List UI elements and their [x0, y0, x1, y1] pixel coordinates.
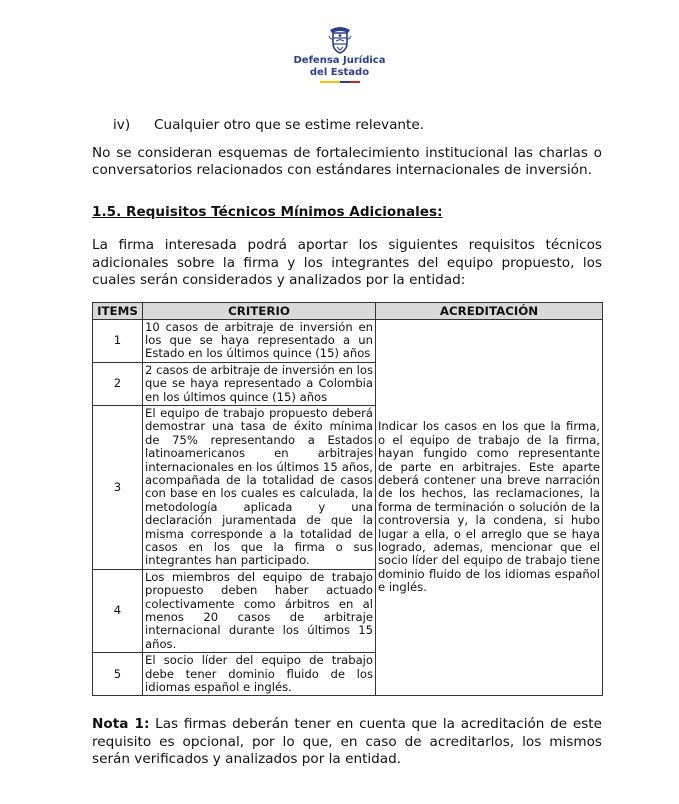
criterio-cell: 2 casos de arbitraje de inversión en los que se haya representado a Colombia en los últimos quince (15) años	[143, 362, 376, 405]
criterio-cell: Los miembros del equipo de trabajo propuesto deben haber actuado colectivamente como árbitros en al menos 20 casos de arbitraje internacional durante los últimos 15 años.	[143, 569, 376, 652]
table-header-row	[93, 302, 603, 319]
header-criterio: CRITERIO	[143, 302, 376, 319]
header-items: ITEMS	[93, 302, 143, 319]
note-label: Nota 1:	[92, 716, 150, 733]
table-row	[93, 319, 603, 362]
note-paragraph	[92, 716, 602, 769]
list-item-number: iv)	[113, 117, 131, 133]
logo-line1: Defensa Jurídica	[293, 55, 386, 66]
flag-bar	[0, 81, 679, 83]
logo-text	[0, 55, 679, 79]
item-number: 1	[93, 319, 143, 362]
item-number: 3	[93, 405, 143, 569]
document-body	[92, 112, 602, 783]
logo-line2: del Estado	[309, 67, 370, 78]
criterio-cell: 10 casos de arbitraje de inversión en los que se haya representado a un Estado en los últimos quince (15) años	[143, 319, 376, 362]
colombia-coat-of-arms-icon	[327, 24, 353, 54]
header-acreditacion: ACREDITACIÓN	[376, 302, 603, 319]
flag-yellow	[320, 81, 340, 83]
note-text: Las firmas deberán tener en cuenta que la acreditación de este requisito es opcional, por lo que, en caso de acreditarlos, los mismos serán verificados y analizados por la entidad.	[92, 716, 603, 768]
criterio-cell: El socio líder del equipo de trabajo debe tener dominio fluido de los idiomas español e inglés.	[143, 653, 376, 696]
intro-paragraph: La firma interesada podrá aportar los siguientes requisitos técnicos adicionales sobre la firma y los integrantes del equipo propuesto, los cuales serán considerados y analizados por la entidad:	[92, 237, 602, 288]
list-item-iv	[113, 117, 602, 135]
list-item-text: Cualquier otro que se estime relevante.	[154, 117, 425, 133]
item-number: 4	[93, 569, 143, 652]
document-header	[0, 24, 679, 83]
paragraph-1: No se consideran esquemas de fortalecimiento institucional las charlas o conversatorios relacionados con estándares internacionales de inversión.	[92, 144, 602, 178]
acreditacion-cell: Indicar los casos en los que la firma, o el equipo de trabajo de la firma, hayan fungido como representante de parte en arbitrajes. Este aparte deberá contener una breve narración de los hechos, las reclamaciones, la forma de terminación o solución de la controversia y, la condena, si hubo lugar a ella, o el arreglo que se haya logrado, ademas, mencionar que el socio líder del equipo de trabajo tiene dominio fluido de los idiomas español e inglés.	[376, 319, 603, 696]
criterio-cell: El equipo de trabajo propuesto deberá demostrar una tasa de éxito mínima de 75% representando a Estados latinoamericanos en arbitrajes internacionales en los últimos 15 años, acompañada de la totalidad de casos con base en los cuales es calculada, la metodología aplicada y una declaración juramentada de que la misma corresponde a la totalidad de casos en los que la firma o sus integrantes han participado.	[143, 405, 376, 569]
item-number: 2	[93, 362, 143, 405]
flag-red	[350, 81, 360, 83]
section-title: 1.5. Requisitos Técnicos Mínimos Adicionales:	[92, 203, 443, 220]
requirements-table	[92, 302, 603, 697]
flag-blue	[340, 81, 350, 83]
item-number: 5	[93, 653, 143, 696]
